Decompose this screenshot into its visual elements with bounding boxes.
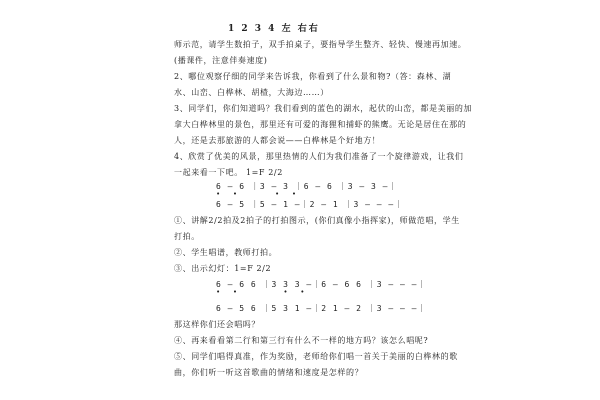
text-line: ③、出示幻灯：1=F 2/2 xyxy=(174,264,272,273)
notation-row: 6 — 5 ｜5 — 1 —｜2 — 1 ｜3 — — —｜ xyxy=(216,200,404,209)
text-line: 那这样你们还会唱吗？ xyxy=(174,320,260,329)
notation-row: 6 — 6 6 ｜3 3 3 —｜6 — 6 6 ｜3 — — —｜ xyxy=(216,280,427,289)
text-line: ②、学生唱谱，教师打拍。 xyxy=(174,248,278,257)
notation-dots: • • • • xyxy=(216,190,297,198)
text-line: 3、同学们，你们知道吗？我们看到的蓝色的湖水，起伏的山峦，都是美丽的加 xyxy=(174,104,473,113)
text-line: (播课件，注意伴奏速度) xyxy=(174,56,268,65)
text-line: ①、讲解2/2拍及2拍子的打拍图示，(你们真像小指挥家)，师做范唱，学生 xyxy=(174,216,460,225)
text-line: 拿大白桦林里的景色，那里还有可爱的海狸和捕虾的熊鹰。无论是居住在那的 xyxy=(174,120,467,129)
text-line: 4、欣赏了优美的风景，那里热情的人们为我们准备了一个旋律游戏，让我们 xyxy=(174,152,464,161)
text-line: 2、哪位观察仔细的同学来告诉我，你看到了什么景和物?（答：森林、湖 xyxy=(174,72,452,81)
notation-row: 6 — 5 6 ｜5 3 1 —｜2 1 — 2 ｜3 — — —｜ xyxy=(216,304,427,313)
notation-dots: • • • • xyxy=(216,288,305,296)
page-header: 1 2 3 4 左 右右 xyxy=(228,24,320,34)
text-line: 水、山峦、白桦林、胡楂，大海边……） xyxy=(174,88,329,97)
text-line: 曲，你们听一听这首歌曲的情绪和速度是怎样的？ xyxy=(174,368,364,377)
text-line: 师示范，请学生数拍子，双手拍桌子，要指导学生整齐、轻快、慢速再加速。 xyxy=(174,40,467,49)
text-line: ⑤、同学们唱得真准，作为奖励，老师给你们唱一首关于美丽的白桦林的歌 xyxy=(174,352,458,361)
text-line: 一起来看一下吧。 1=F 2/2 xyxy=(174,168,283,177)
notation-row: 6 — 6 ｜3 — 3 ｜6 — 6 ｜3 — 3 —｜ xyxy=(216,182,398,191)
text-line: 人，还是去那旅游的人都会说——白桦林是个好地方！ xyxy=(174,136,381,145)
text-line: 打拍。 xyxy=(174,232,200,241)
text-line: ④、再来看看第二行和第三行有什么不一样的地方吗？该怎么唱呢? xyxy=(174,336,429,345)
